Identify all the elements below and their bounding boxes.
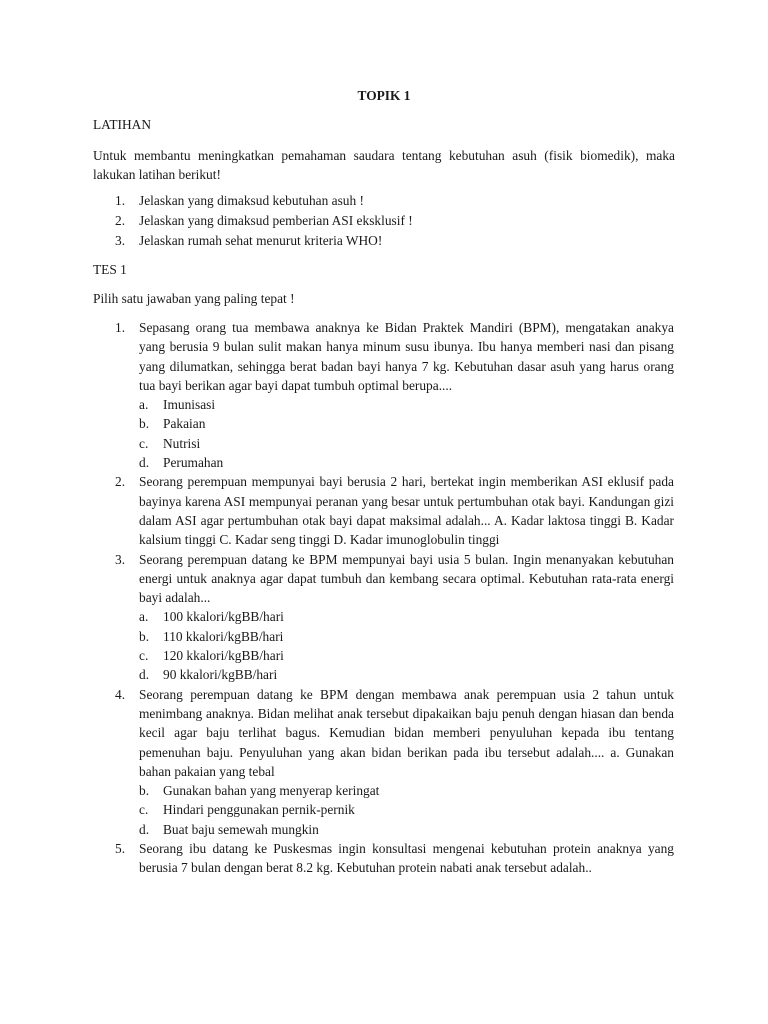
option-letter: a. (139, 397, 149, 413)
tes-heading: TES 1 (93, 262, 127, 277)
option-text: Buat baju semewah mungkin (163, 821, 319, 837)
option-text: Pakaian (163, 416, 206, 432)
question-item (0, 839, 768, 878)
question-text: Sepasang orang tua membawa anaknya ke Bidan Praktek Mandiri (BPM), mengatakan anakya yang berusia 9 bulan sulit makan hanya minum susu ibunya. Ibu hanya memberi nasi dan pisang yang dilumatkan, sehingga berat badan bayi hanya 7 kg. Kebutuhan dasar asuh yang harus orang tua bayi berikan agar bayi dapat tumbuh optimal berupa.... (139, 320, 674, 393)
option-letter: d. (139, 667, 150, 683)
question-number: 3. (115, 551, 126, 567)
latihan-item (0, 231, 768, 251)
option-letter: c. (139, 648, 149, 664)
question-item (0, 472, 768, 549)
option-item (0, 453, 768, 472)
latihan-item-text: Jelaskan rumah sehat menurut kriteria WHO! (139, 233, 383, 248)
latihan-item-text: Jelaskan yang dimaksud kebutuhan asuh ! (139, 193, 364, 208)
option-list (0, 781, 768, 839)
latihan-item-text: Jelaskan yang dimaksud pemberian ASI eksklusif ! (139, 213, 413, 228)
option-item (0, 646, 768, 665)
question-item (0, 685, 768, 839)
option-text: 120 kkalori/kgBB/hari (163, 648, 284, 664)
latihan-item-number: 1. (115, 193, 126, 208)
option-text: 110 kkalori/kgBB/hari (163, 628, 284, 644)
question-text: Seorang perempuan datang ke BPM mempunyai bayi usia 5 bulan. Ingin menanyakan kebutuhan energi untuk anaknya agar dapat tumbuh dan kembang secara optimal. Kebutuhan rata-rata energi bayi adalah... (139, 551, 674, 606)
option-list (0, 395, 768, 472)
option-letter: b. (139, 416, 150, 432)
tes-instruction: Pilih satu jawaban yang paling tepat ! (93, 291, 295, 306)
option-item (0, 395, 768, 414)
question-text: Seorang perempuan datang ke BPM dengan membawa anak perempuan usia 2 tahun untuk menimbang anaknya. Bidan melihat anak tersebut dipakaikan baju penuh dengan hiasan dan benda kecil agar baju terlihat bagus. Kemudian bidan memberi penyuluhan kepada ibu tentang pemenuhan baju. Penyuluhan yang akan bidan berikan pada ibu tersebut adalah.... a. Gunakan bahan pakaian yang tebal (139, 686, 674, 779)
option-item (0, 627, 768, 646)
option-text: Nutrisi (163, 435, 201, 451)
option-item (0, 800, 768, 819)
latihan-item-number: 3. (115, 233, 126, 248)
latihan-list (0, 191, 768, 251)
option-item (0, 414, 768, 433)
option-letter: b. (139, 783, 150, 799)
option-text: 90 kkalori/kgBB/hari (163, 667, 278, 683)
option-list (0, 607, 768, 684)
option-letter: d. (139, 455, 150, 471)
question-item (0, 318, 768, 472)
option-text: 100 kkalori/kgBB/hari (163, 609, 284, 625)
option-item (0, 820, 768, 839)
latihan-item-number: 2. (115, 213, 126, 228)
question-item (0, 550, 768, 685)
question-number: 5. (115, 841, 126, 857)
latihan-item (0, 211, 768, 231)
option-text: Imunisasi (163, 397, 216, 413)
option-item (0, 665, 768, 684)
option-letter: a. (139, 609, 149, 625)
option-letter: c. (139, 435, 149, 451)
page-title: TOPIK 1 (357, 88, 411, 103)
question-list (0, 318, 768, 878)
option-text: Hindari penggunakan pernik-pernik (163, 802, 355, 818)
latihan-item (0, 191, 768, 211)
option-text: Perumahan (163, 455, 224, 471)
latihan-intro: Untuk membantu meningkatkan pemahaman saudara tentang kebutuhan asuh (fisik biomedik), maka lakukan latihan berikut! (93, 148, 675, 183)
question-number: 4. (115, 686, 126, 702)
option-letter: c. (139, 802, 149, 818)
option-item (0, 434, 768, 453)
option-item (0, 607, 768, 626)
option-text: Gunakan bahan yang menyerap keringat (163, 783, 380, 799)
option-item (0, 781, 768, 800)
question-text: Seorang ibu datang ke Puskesmas ingin konsultasi mengenai kebutuhan protein anaknya yang berusia 7 bulan dengan berat 8.2 kg. Kebutuhan protein nabati anak tersebut adalah.. (139, 841, 674, 876)
question-number: 2. (115, 474, 126, 490)
option-letter: b. (139, 628, 150, 644)
question-number: 1. (115, 320, 126, 335)
latihan-heading: LATIHAN (93, 117, 152, 132)
question-text: Seorang perempuan mempunyai bayi berusia 2 hari, bertekat ingin memberikan ASI eklusif pada bayinya karena ASI mempunyai peranan yang besar untuk pertumbuhan otak bayi. Kandungan gizi dalam ASI agar pertumbuhan otak bayi dapat maksimal adalah... A. Kadar laktosa tinggi B. Kadar kalsium tinggi C. Kadar seng tinggi D. Kadar imunoglobulin tinggi (139, 474, 674, 548)
option-letter: d. (139, 821, 150, 837)
